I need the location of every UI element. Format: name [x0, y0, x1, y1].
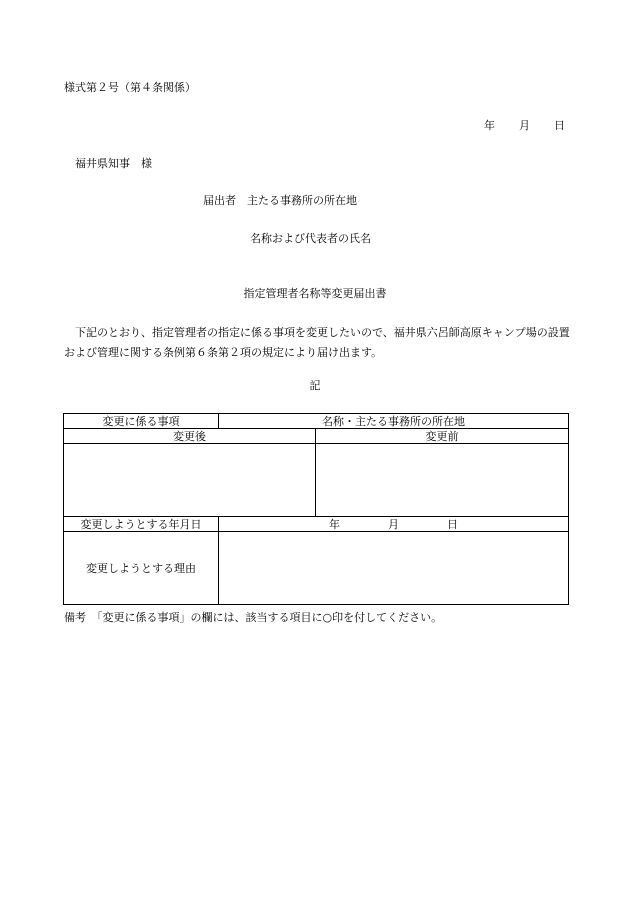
after-content-cell[interactable]	[64, 444, 316, 517]
date-day-label: 日	[554, 119, 565, 132]
ki-heading: 記	[309, 379, 321, 392]
addressee: 福井県知事 様	[75, 157, 152, 170]
reason-content-cell[interactable]	[219, 532, 569, 605]
submission-date	[484, 119, 565, 133]
before-label-cell: 変更前	[316, 429, 569, 444]
planned-date-label-cell: 変更しようとする年月日	[64, 517, 219, 532]
remarks-note: 備考 「変更に係る事項」の欄には、該当する項目に○印を付してください。	[64, 611, 443, 624]
date-month-label: 月	[519, 119, 530, 132]
item-label-cell: 変更に係る事項	[64, 414, 219, 429]
body-paragraph: 下記のとおり、指定管理者の指定に係る事項を変更したいので、福井県六呂師高原キャンプ場の設置および管理に関する条例第６条第２項の規定により届け出ます。	[64, 326, 570, 359]
planned-month-label: 月	[388, 517, 399, 531]
applicant-address-label: 届出者 主たる事務所の所在地	[203, 194, 357, 207]
change-form-table	[63, 413, 569, 605]
applicant-name-label: 名称および代表者の氏名	[250, 232, 371, 245]
document-title: 指定管理者名称等変更届出書	[243, 287, 387, 300]
item-value-cell: 名称・主たる事務所の所在地	[219, 414, 569, 429]
planned-year-label: 年	[329, 517, 340, 531]
date-year-label: 年	[484, 119, 495, 132]
planned-day-label: 日	[447, 517, 458, 531]
after-label-cell: 変更後	[64, 429, 316, 444]
reason-label-cell: 変更しようとする理由	[64, 532, 219, 605]
planned-date-cell[interactable]	[219, 517, 569, 532]
form-number: 様式第２号（第４条関係）	[64, 81, 196, 94]
before-content-cell[interactable]	[316, 444, 569, 517]
